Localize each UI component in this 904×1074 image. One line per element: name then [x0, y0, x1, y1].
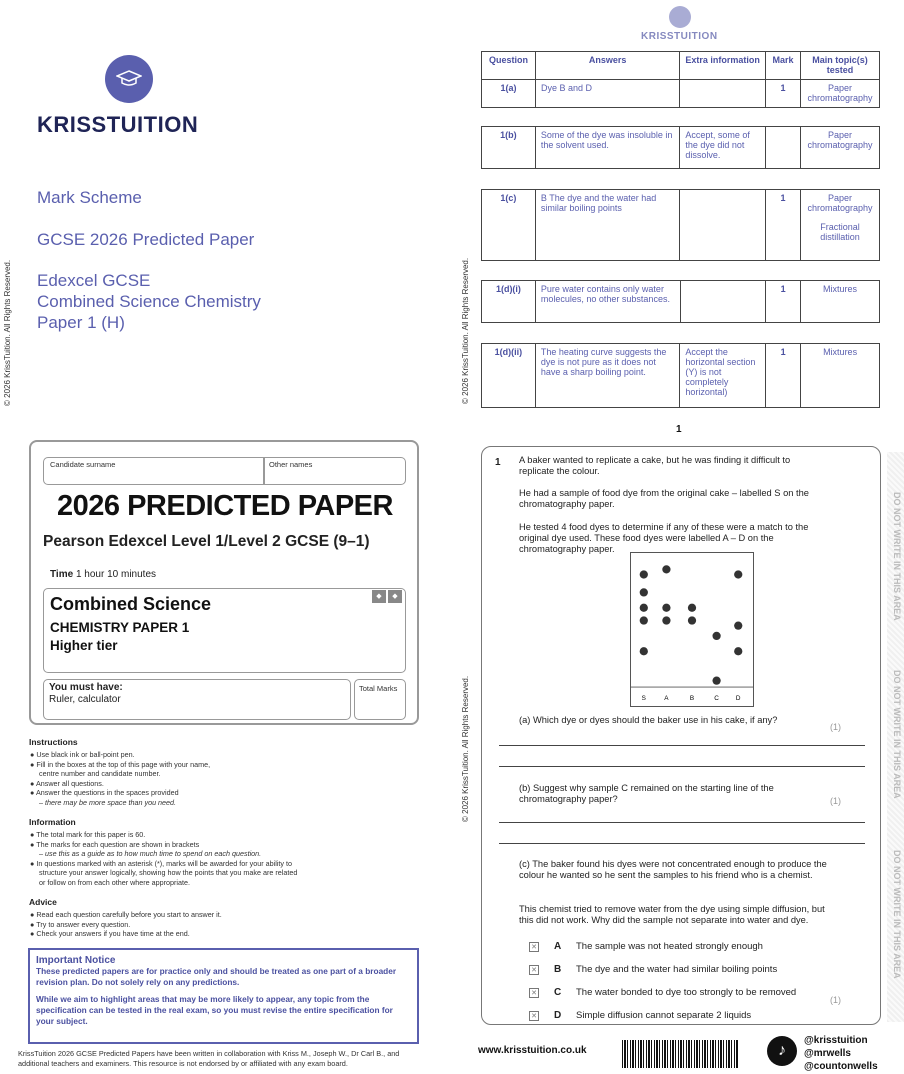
page-number: 1 — [676, 424, 682, 435]
cover-paper: Paper 1 (H) — [37, 313, 125, 332]
dye-spot — [688, 616, 696, 624]
do-not-write-label: DO NOT WRITE IN THIS AREA — [892, 850, 902, 979]
dye-spot — [640, 588, 648, 596]
paper-title: 2026 PREDICTED PAPER — [57, 490, 393, 522]
do-not-write-label: DO NOT WRITE IN THIS AREA — [892, 670, 902, 799]
answer-line[interactable] — [499, 843, 865, 844]
question-b: (b) Suggest why sample C remained on the starting line of the chromatography paper? — [519, 783, 774, 804]
table-row: 1(d)(ii) The heating curve suggests the dye is not pure as it does not have a sharp boiling point. Accept the horizontal section (Y) is not completely horizontal) 1 Mixtures — [482, 344, 880, 408]
brand-name: KRISSTUITION — [37, 112, 199, 137]
mark-scheme-row-1c — [481, 189, 880, 261]
information-heading: Information — [29, 817, 76, 827]
dye-spot — [640, 570, 648, 578]
marks-a: (1) — [830, 722, 841, 732]
question-number: 1 — [495, 457, 501, 468]
question-c-1: (c) The baker found his dyes were not concentrated enough to produce the colour he wanted so he sent the samples to his friend who is a chemist. — [519, 859, 827, 880]
dye-spot — [662, 616, 670, 624]
table-row: 1(b) Some of the dye was insoluble in the solvent used. Accept, some of the dye did not dissolve. Paper chromatography — [482, 127, 880, 169]
social-handle[interactable]: @mrwells — [804, 1048, 851, 1059]
lane-label: C — [714, 694, 719, 702]
instructions-list: ● Use black ink or ball-point pen. ● Fill in the boxes at the top of this page with your name, centre number and candidate number. ● Answer all questions. ● Answer the questions in the spaces provided – there may be more space than you need. — [30, 750, 211, 807]
question-intro-3: He tested 4 food dyes to determine if any of these were a match to the original dye used. These food dyes were labelled A – D on the chromatography paper. — [519, 522, 809, 554]
options-list — [529, 935, 796, 1027]
subject-paper: CHEMISTRY PAPER 1 — [50, 620, 190, 635]
dye-spot — [712, 677, 720, 685]
advice-heading: Advice — [29, 897, 57, 907]
cover-subject: Combined Science Chemistry — [37, 292, 261, 311]
important-notice: Important Notice These predicted papers are for practice only and should be treated as one part of a broader revision plan. Do not solely rely on any predictions. While we aim to highlight areas that may be more likely to appear, any topic from the specification can be tested in the real exam, so you must revise the entire specification for your subject. — [28, 948, 419, 1044]
marks-b: (1) — [830, 796, 841, 806]
barcode — [622, 1040, 738, 1068]
total-marks-label: Total Marks — [359, 684, 398, 693]
option-checkbox[interactable]: ✕ — [529, 988, 539, 998]
table-row: 1(c) B The dye and the water had similar boiling points 1 Paper chromatography Fractional distillation — [482, 190, 880, 261]
footer-left: KrissTuition 2026 GCSE Predicted Papers have been written in collaboration with Kriss M., Joseph W., Dr Carl B., and additional teachers and examiners. This resource is not endorsed by or affiliated with any exam board. — [18, 1049, 400, 1068]
social-handle[interactable]: @krisstuition — [804, 1035, 868, 1046]
other-names-label: Other names — [269, 460, 313, 469]
dye-spot — [688, 604, 696, 612]
subject-title: Combined Science — [50, 594, 212, 614]
option-c[interactable]: ✕ C The water bonded to dye too strongly to be removed — [529, 981, 796, 1004]
mark-scheme-header-table: Question Answers Extra information Mark Main topic(s) tested 1(a) Dye B and D 1 Paper chromatography — [481, 51, 880, 108]
table-row: 1(d)(i) Pure water contains only water molecules, no other substances. 1 Mixtures — [482, 281, 880, 323]
lane-label: D — [735, 694, 741, 702]
graduation-cap-icon — [116, 70, 142, 88]
qualification: Pearson Edexcel Level 1/Level 2 GCSE (9–1) — [43, 533, 370, 550]
candidate-surname-label: Candidate surname — [50, 460, 116, 469]
table-row: 1(a) Dye B and D 1 Paper chromatography — [482, 80, 880, 108]
option-d[interactable]: ✕ D Simple diffusion cannot separate 2 liquids — [529, 1004, 796, 1027]
brand-name-small: KRISSTUITION — [641, 31, 718, 42]
dye-spot — [734, 622, 742, 630]
option-checkbox[interactable]: ✕ — [529, 965, 539, 975]
instructions-heading: Instructions — [29, 737, 78, 747]
mark-scheme-row-1dii — [481, 343, 880, 408]
dye-spot — [640, 647, 648, 655]
question-a: (a) Which dye or dyes should the baker use in his cake, if any? — [519, 715, 778, 725]
question-intro-2: He had a sample of food dye from the original cake – labelled S on the chromatography paper. — [519, 488, 809, 509]
lane-label: S — [641, 694, 646, 702]
answer-line[interactable] — [499, 766, 865, 767]
answer-line[interactable] — [499, 822, 865, 823]
advice-list: ● Read each question carefully before you start to answer it. ● Try to answer every question. ● Check your answers if you have time at the end. — [30, 910, 222, 938]
question-c-2: This chemist tried to remove water from the dye using simple diffusion, but this did not work. Why did the sample not separate into water and dye. — [519, 904, 825, 925]
mark-scheme-row-1b — [481, 126, 880, 169]
cover-predicted: GCSE 2026 Predicted Paper — [37, 230, 255, 249]
mark-scheme-row-1di — [481, 280, 880, 323]
brand-logo — [105, 55, 153, 103]
copyright-mark-scheme: © 2026 KrissTuition. All Rights Reserved. — [461, 257, 470, 404]
dye-spot — [662, 565, 670, 573]
copyright-question: © 2026 KrissTuition. All Rights Reserved. — [461, 675, 470, 822]
dye-spot — [640, 616, 648, 624]
website[interactable]: www.krisstuition.co.uk — [478, 1045, 587, 1056]
question-intro-1: A baker wanted to replicate a cake, but he was finding it difficult to replicate the colour. — [519, 455, 791, 476]
cover-mark-scheme: Mark Scheme — [37, 188, 142, 207]
option-checkbox[interactable]: ✕ — [529, 942, 539, 952]
dye-spot — [734, 647, 742, 655]
answer-line[interactable] — [499, 745, 865, 746]
tier: Higher tier — [50, 638, 118, 653]
must-have-label: You must have: — [49, 682, 123, 693]
cover-board: Edexcel GCSE — [37, 271, 151, 290]
social-handle[interactable]: @countonwells — [804, 1061, 878, 1072]
dye-spot — [712, 632, 720, 640]
chromatogram — [630, 552, 754, 707]
dye-spot — [662, 604, 670, 612]
paper-code-squares: ◆ ◆ — [372, 590, 402, 603]
dye-spot — [734, 570, 742, 578]
information-list: ● The total mark for this paper is 60. ● The marks for each question are shown in brackets – use this as a guide as to how much time to spend on each question. ● In questions marked with an asterisk (*), marks will be awarded for your ability to structure your answer logically, showing how the points that you make are related or follow on from each other where appropriate. — [30, 830, 298, 887]
dye-spot — [640, 604, 648, 612]
do-not-write-label: DO NOT WRITE IN THIS AREA — [892, 492, 902, 621]
lane-label: A — [664, 694, 669, 702]
must-have-items: Ruler, calculator — [49, 694, 121, 705]
option-a[interactable]: ✕ A The sample was not heated strongly enough — [529, 935, 796, 958]
brand-logo-small — [669, 6, 691, 28]
copyright-left: © 2026 KrissTuition. All Rights Reserved. — [3, 259, 12, 406]
option-checkbox[interactable]: ✕ — [529, 1011, 539, 1021]
option-b[interactable]: ✕ B The dye and the water had similar boiling points — [529, 958, 796, 981]
tiktok-icon[interactable]: ♪ — [767, 1036, 797, 1066]
marks-c: (1) — [830, 995, 841, 1005]
lane-label: B — [689, 694, 695, 702]
time-line: Time 1 hour 10 minutes — [50, 569, 157, 580]
